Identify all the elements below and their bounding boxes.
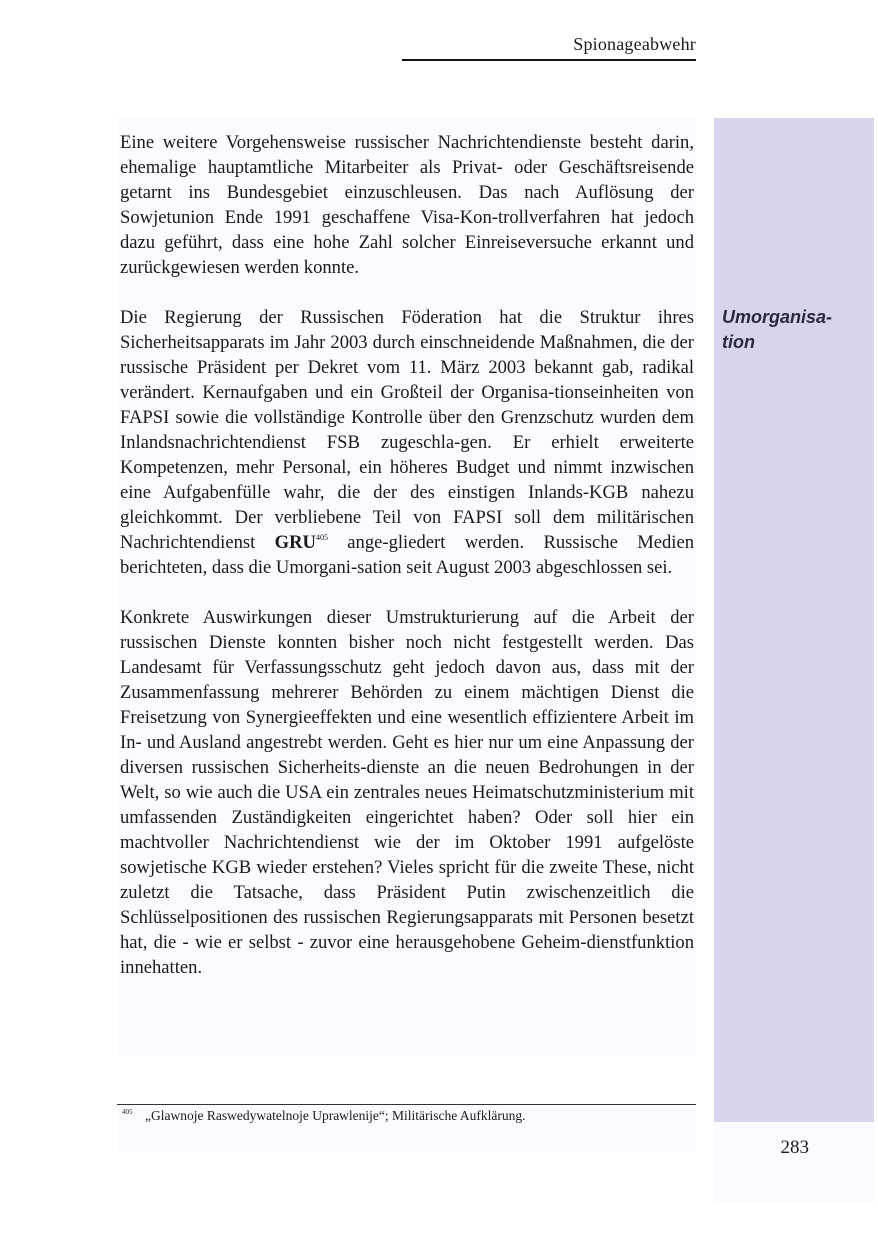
gru-term: GRU	[274, 532, 316, 553]
body-text	[120, 130, 694, 1005]
margin-note	[722, 305, 862, 355]
paragraph-2-text-a: Die Regierung der Russischen Föderation hat die Struktur ihres Sicherheitsapparats im Jahr 2003 durch einschneidende Maßnahmen, die der russische Präsident per Dekret vom 11. März 2003 bekannt gab, radikal verändert. Kernaufgaben und ein Großteil der Organisa-tionseinheiten von FAPSI sowie die vollständige Kontrolle über den Grenzschutz wurden dem Inlandsnachrichtendienst FSB zugeschla-gen. Er erhielt erweiterte Kompetenzen, mehr Personal, ein höheres Budget und nimmt inzwischen eine Aufgabenfülle wahr, die der des einstigen Inlands-KGB nahezu gleichkommt. Der verbliebene Teil von FAPSI soll dem militärischen Nachrichtendienst	[120, 307, 694, 553]
running-header-title: Spionageabwehr	[402, 34, 696, 61]
margin-note-line-2: tion	[722, 332, 755, 352]
paragraph-2	[120, 305, 694, 580]
page-number: 283	[780, 1137, 809, 1158]
margin-sidebar	[714, 118, 874, 1122]
paragraph-2-text-b: ange-gliedert werden. Russische Medien berichteten, dass die Umorgani-sation seit August 2003 abgeschlossen sei.	[120, 532, 694, 578]
footnote-text: „Glawnoje Raswedywatelnoje Uprawlenije“; Militärische Aufklärung.	[145, 1108, 526, 1123]
paragraph-1: Eine weitere Vorgehensweise russischer Nachrichtendienste besteht darin, ehemalige hauptamtliche Mitarbeiter als Privat- oder Geschäftsreisende getarnt ins Bundesgebiet einzuschleusen. Das nach Auflösung der Sowjetunion Ende 1991 geschaffene Visa-Kon-trollverfahren hat jedoch dazu geführt, dass eine hohe Zahl solcher Einreiseversuche erkannt und zurückgewiesen werden konnte.	[120, 132, 694, 278]
footnote-reference[interactable]: 405	[315, 533, 328, 542]
footnote-number: 405	[122, 1108, 133, 1116]
paragraph-3: Konkrete Auswirkungen dieser Umstrukturierung auf die Arbeit der russischen Dienste konnten bisher noch nicht festgestellt werden. Das Landesamt für Verfassungsschutz geht jedoch davon aus, dass mit der Zusammenfassung mehrerer Behörden zu einem mächtigen Dienst die Freisetzung von Synergieeffekten und eine wesentlich effizientere Arbeit im In- und Ausland angestrebt werden. Geht es hier nur um eine Anpassung der diversen russischen Sicherheits-dienste an die neuen Bedrohungen in der Welt, so wie auch die USA ein zentrales neues Heimatschutzministerium mit umfassenden Zuständigkeiten eingerichtet haben? Oder soll hier ein machtvoller Nachrichtendienst wie der im Oktober 1991 aufgelöste sowjetische KGB wieder erstehen? Vieles spricht für die zweite These, nicht zuletzt die Tatsache, dass Präsident Putin zwischenzeitlich die Schlüsselpositionen des russischen Regierungsapparats mit Personen besetzt hat, die - wie er selbst - zuvor eine herausgehobene Geheim-dienstfunktion innehatten.	[120, 607, 694, 978]
page-number-box	[714, 1122, 874, 1202]
margin-note-line-1: Umorganisa-	[722, 307, 833, 327]
